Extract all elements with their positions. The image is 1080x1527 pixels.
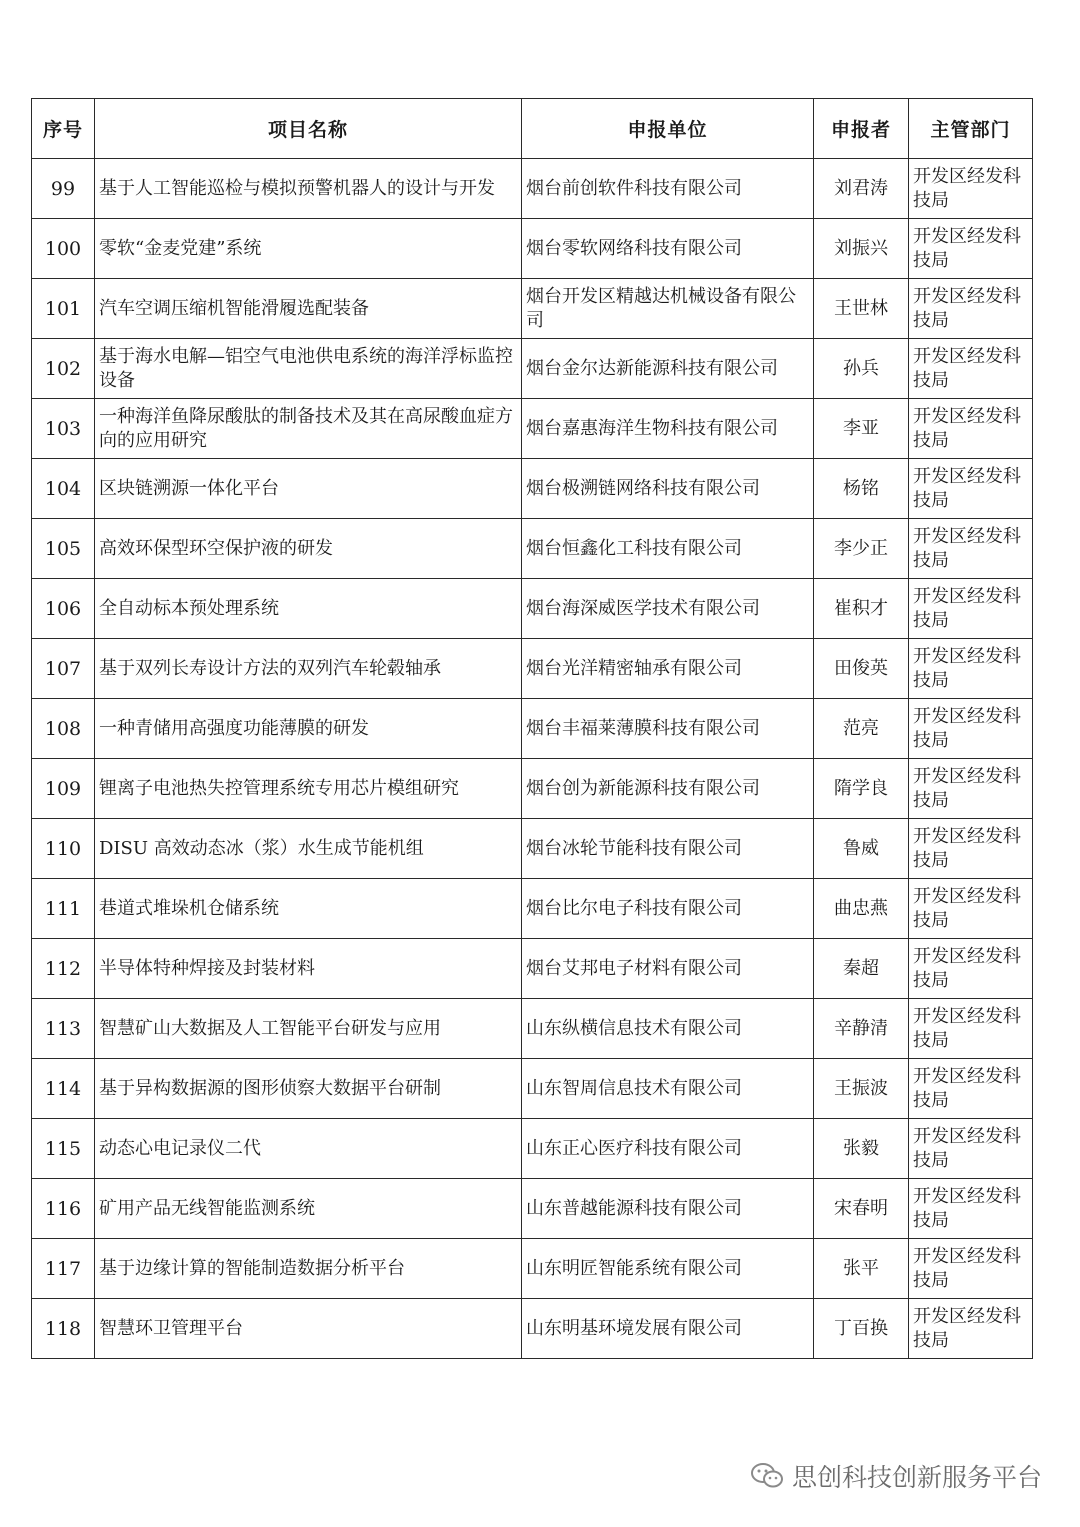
cell-department: 开发区经发科技局 (909, 579, 1033, 639)
cell-department: 开发区经发科技局 (909, 399, 1033, 459)
cell-serial-no: 114 (32, 1059, 95, 1119)
cell-applicant-unit: 烟台极溯链网络科技有限公司 (522, 459, 814, 519)
cell-serial-no: 115 (32, 1119, 95, 1179)
table-row (32, 759, 1033, 819)
cell-serial-no: 102 (32, 339, 95, 399)
cell-applicant: 鲁威 (814, 819, 909, 879)
cell-department: 开发区经发科技局 (909, 519, 1033, 579)
table-row (32, 699, 1033, 759)
cell-applicant-unit: 烟台零软网络科技有限公司 (522, 219, 814, 279)
cell-project-name: 基于双列长寿设计方法的双列汽车轮毂轴承 (95, 639, 522, 699)
header-project-name: 项目名称 (95, 99, 522, 159)
project-table (31, 98, 1033, 1359)
cell-applicant: 秦超 (814, 939, 909, 999)
cell-applicant: 刘君涛 (814, 159, 909, 219)
cell-applicant-unit: 烟台丰福莱薄膜科技有限公司 (522, 699, 814, 759)
cell-department: 开发区经发科技局 (909, 879, 1033, 939)
cell-department: 开发区经发科技局 (909, 699, 1033, 759)
cell-project-name: 区块链溯源一体化平台 (95, 459, 522, 519)
table-row (32, 459, 1033, 519)
table-row (32, 399, 1033, 459)
cell-project-name: 全自动标本预处理系统 (95, 579, 522, 639)
cell-project-name: 巷道式堆垛机仓储系统 (95, 879, 522, 939)
cell-project-name: 基于海水电解—铝空气电池供电系统的海洋浮标监控设备 (95, 339, 522, 399)
cell-project-name: 智慧矿山大数据及人工智能平台研发与应用 (95, 999, 522, 1059)
cell-applicant: 丁百换 (814, 1299, 909, 1359)
cell-serial-no: 107 (32, 639, 95, 699)
cell-applicant-unit: 烟台创为新能源科技有限公司 (522, 759, 814, 819)
table-header-row (32, 99, 1033, 159)
cell-applicant: 王振波 (814, 1059, 909, 1119)
cell-department: 开发区经发科技局 (909, 1059, 1033, 1119)
cell-applicant-unit: 山东明匠智能系统有限公司 (522, 1239, 814, 1299)
cell-applicant-unit: 山东普越能源科技有限公司 (522, 1179, 814, 1239)
table-row (32, 639, 1033, 699)
cell-applicant-unit: 烟台恒鑫化工科技有限公司 (522, 519, 814, 579)
cell-applicant: 李少正 (814, 519, 909, 579)
header-department: 主管部门 (909, 99, 1033, 159)
cell-applicant: 宋春明 (814, 1179, 909, 1239)
watermark-text: 思创科技创新服务平台 (791, 1463, 1042, 1492)
table-row (32, 819, 1033, 879)
cell-project-name: 半导体特种焊接及封装材料 (95, 939, 522, 999)
cell-applicant-unit: 山东正心医疗科技有限公司 (522, 1119, 814, 1179)
cell-serial-no: 99 (32, 159, 95, 219)
watermark (750, 1458, 1042, 1494)
cell-applicant: 曲忠燕 (814, 879, 909, 939)
cell-applicant-unit: 山东纵横信息技术有限公司 (522, 999, 814, 1059)
cell-department: 开发区经发科技局 (909, 1119, 1033, 1179)
table-row (32, 999, 1033, 1059)
cell-applicant-unit: 烟台金尔达新能源科技有限公司 (522, 339, 814, 399)
cell-applicant: 张平 (814, 1239, 909, 1299)
cell-applicant-unit: 烟台嘉惠海洋生物科技有限公司 (522, 399, 814, 459)
cell-department: 开发区经发科技局 (909, 819, 1033, 879)
table-row (32, 339, 1033, 399)
cell-applicant-unit: 烟台开发区精越达机械设备有限公司 (522, 279, 814, 339)
cell-applicant: 辛静清 (814, 999, 909, 1059)
cell-applicant: 范亮 (814, 699, 909, 759)
cell-project-name: 一种海洋鱼降尿酸肽的制备技术及其在高尿酸血症方向的应用研究 (95, 399, 522, 459)
cell-applicant: 刘振兴 (814, 219, 909, 279)
cell-applicant-unit: 烟台海深威医学技术有限公司 (522, 579, 814, 639)
cell-applicant-unit: 山东明基环境发展有限公司 (522, 1299, 814, 1359)
cell-applicant: 李亚 (814, 399, 909, 459)
table-row (32, 219, 1033, 279)
cell-department: 开发区经发科技局 (909, 759, 1033, 819)
cell-project-name: 动态心电记录仪二代 (95, 1119, 522, 1179)
table-row (32, 159, 1033, 219)
cell-department: 开发区经发科技局 (909, 339, 1033, 399)
cell-department: 开发区经发科技局 (909, 939, 1033, 999)
cell-serial-no: 117 (32, 1239, 95, 1299)
cell-applicant: 田俊英 (814, 639, 909, 699)
table-row (32, 279, 1033, 339)
cell-applicant-unit: 山东智周信息技术有限公司 (522, 1059, 814, 1119)
cell-department: 开发区经发科技局 (909, 1179, 1033, 1239)
table-row (32, 1119, 1033, 1179)
cell-serial-no: 116 (32, 1179, 95, 1239)
cell-serial-no: 101 (32, 279, 95, 339)
table-row (32, 579, 1033, 639)
cell-applicant-unit: 烟台前创软件科技有限公司 (522, 159, 814, 219)
table-body (32, 159, 1033, 1359)
table-row (32, 1239, 1033, 1299)
cell-project-name: 矿用产品无线智能监测系统 (95, 1179, 522, 1239)
cell-serial-no: 108 (32, 699, 95, 759)
cell-serial-no: 105 (32, 519, 95, 579)
cell-project-name: 零软“金麦党建”系统 (95, 219, 522, 279)
cell-serial-no: 104 (32, 459, 95, 519)
header-applicant-unit: 申报单位 (522, 99, 814, 159)
cell-department: 开发区经发科技局 (909, 1299, 1033, 1359)
table-row (32, 1299, 1033, 1359)
cell-serial-no: 103 (32, 399, 95, 459)
cell-applicant: 张毅 (814, 1119, 909, 1179)
cell-project-name: 高效环保型环空保护液的研发 (95, 519, 522, 579)
table-row (32, 879, 1033, 939)
cell-project-name: 智慧环卫管理平台 (95, 1299, 522, 1359)
cell-project-name: 基于异构数据源的图形侦察大数据平台研制 (95, 1059, 522, 1119)
cell-applicant: 杨铭 (814, 459, 909, 519)
cell-department: 开发区经发科技局 (909, 1239, 1033, 1299)
cell-applicant: 隋学良 (814, 759, 909, 819)
cell-applicant: 王世林 (814, 279, 909, 339)
cell-project-name: 基于人工智能巡检与模拟预警机器人的设计与开发 (95, 159, 522, 219)
cell-project-name: 锂离子电池热失控管理系统专用芯片模组研究 (95, 759, 522, 819)
cell-serial-no: 111 (32, 879, 95, 939)
header-serial-no: 序号 (32, 99, 95, 159)
cell-department: 开发区经发科技局 (909, 279, 1033, 339)
cell-applicant-unit: 烟台艾邦电子材料有限公司 (522, 939, 814, 999)
wechat-icon (750, 1461, 784, 1491)
table-row (32, 1179, 1033, 1239)
cell-project-name: 汽车空调压缩机智能滑履选配装备 (95, 279, 522, 339)
table-row (32, 1059, 1033, 1119)
cell-department: 开发区经发科技局 (909, 999, 1033, 1059)
cell-serial-no: 118 (32, 1299, 95, 1359)
cell-project-name: DISU 高效动态冰（浆）水生成节能机组 (95, 819, 522, 879)
cell-serial-no: 113 (32, 999, 95, 1059)
cell-applicant: 崔积才 (814, 579, 909, 639)
cell-department: 开发区经发科技局 (909, 639, 1033, 699)
cell-serial-no: 110 (32, 819, 95, 879)
cell-serial-no: 109 (32, 759, 95, 819)
table-row (32, 519, 1033, 579)
cell-project-name: 一种青储用高强度功能薄膜的研发 (95, 699, 522, 759)
cell-applicant-unit: 烟台比尔电子科技有限公司 (522, 879, 814, 939)
cell-applicant-unit: 烟台光洋精密轴承有限公司 (522, 639, 814, 699)
cell-department: 开发区经发科技局 (909, 159, 1033, 219)
table-row (32, 939, 1033, 999)
cell-applicant: 孙兵 (814, 339, 909, 399)
cell-serial-no: 100 (32, 219, 95, 279)
cell-department: 开发区经发科技局 (909, 459, 1033, 519)
cell-applicant-unit: 烟台冰轮节能科技有限公司 (522, 819, 814, 879)
cell-serial-no: 106 (32, 579, 95, 639)
header-applicant: 申报者 (814, 99, 909, 159)
cell-serial-no: 112 (32, 939, 95, 999)
cell-project-name: 基于边缘计算的智能制造数据分析平台 (95, 1239, 522, 1299)
cell-department: 开发区经发科技局 (909, 219, 1033, 279)
